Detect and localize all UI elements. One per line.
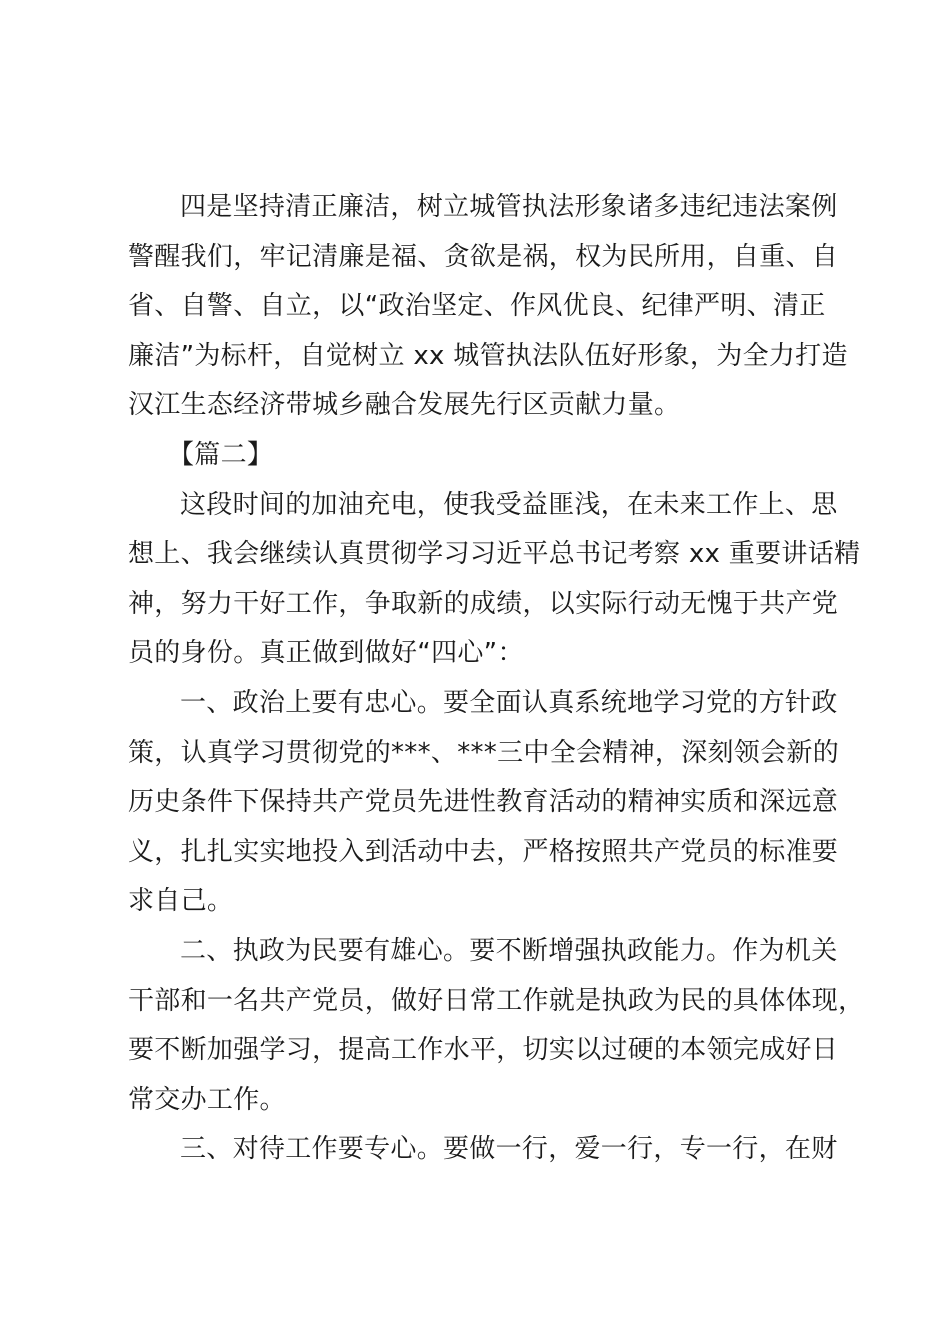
text-line: 神，努力干好工作，争取新的成绩，以实际行动无愧于共产党 [128,588,839,619]
section-title: 【篇二】 [168,439,274,470]
paragraph-intro [128,481,861,679]
text-line: 义，扎扎实实地投入到活动中去，严格按照共产党员的标准要 [128,836,839,867]
text-line: 二、执政为民要有雄心。要不断增强执政能力。作为机关 [180,935,838,966]
text-line: 策，认真学习贯彻党的***、***三中全会精神，深刻领会新的 [128,737,840,768]
text-line: 员的身份。真正做到做好“四心”： [128,638,524,669]
section-heading [128,431,834,481]
text-line: 想上、我会继续认真贯彻学习习近平总书记考察 xx 重要讲话精 [128,539,861,570]
text-line: 干部和一名共产党员，做好日常工作就是执政为民的具体体现， [128,985,865,1016]
text-line: 三、对待工作要专心。要做一行，爱一行，专一行，在财 [180,1134,838,1165]
text-line: 一、政治上要有忠心。要全面认真系统地学习党的方针政 [180,687,838,718]
text-line: 要不断加强学习，提高工作水平，切实以过硬的本领完成好日 [128,1035,839,1066]
text-line: 四是坚持清正廉洁，树立城管执法形象诸多违纪违法案例 [180,192,838,222]
text-line: 汉江生态经济带城乡融合发展先行区贡献力量。 [128,390,681,421]
paragraph-dedication [128,1125,838,1175]
text-line: 省、自警、自立，以“政治坚定、作风优良、纪律严明、清正 [128,291,826,322]
paragraph-ambition [128,927,865,1125]
paragraph-loyalty [128,679,840,927]
text-line: 求自己。 [128,886,234,917]
text-line: 廉洁”为标杆，自觉树立 xx 城管执法队伍好形象，为全力打造 [128,340,848,371]
text-line: 历史条件下保持共产党员先进性教育活动的精神实质和深远意 [128,787,839,818]
text-line: 这段时间的加油充电，使我受益匪浅，在未来工作上、思 [180,489,838,520]
paragraph-integrity [128,183,848,431]
text-line: 常交办工作。 [128,1084,286,1115]
document-body [128,183,865,1175]
text-line: 警醒我们，牢记清廉是福、贪欲是祸，权为民所用，自重、自 [128,241,839,272]
